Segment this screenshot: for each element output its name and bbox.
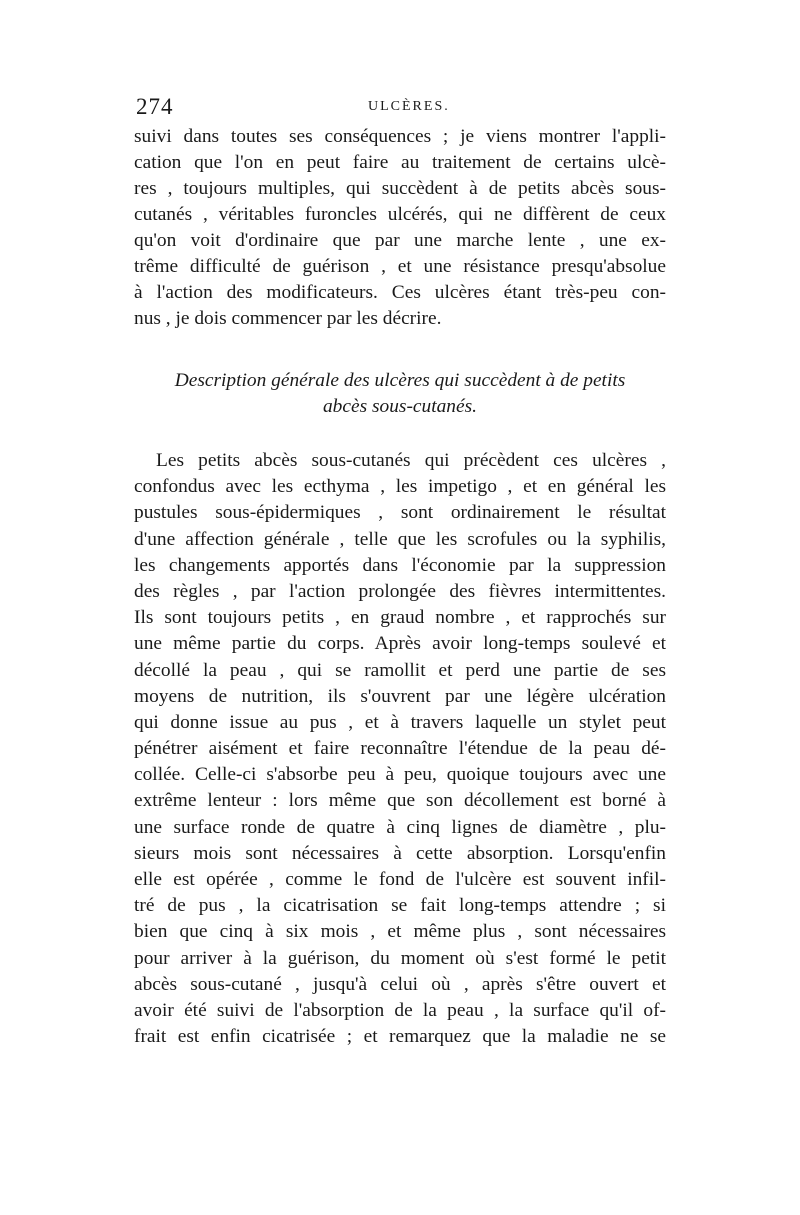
text-line: frait est enfin cicatrisée ; et remarquez que la maladie ne se <box>134 1026 666 1048</box>
text-line: tré de pus , la cicatrisation se fait long-temps attendre ; si <box>134 895 666 917</box>
text-line: qui donne issue au pus , et à travers laquelle un stylet peut <box>134 711 666 733</box>
text-line: une surface ronde de quatre à cinq lignes de diamètre , plu- <box>134 816 666 838</box>
text-line: confondus avec les ecthyma , les impetigo , et en général les <box>134 476 666 498</box>
text-line: bien que cinq à six mois , et même plus , sont nécessaires <box>134 921 666 943</box>
page-header <box>136 94 666 122</box>
text-line: extrême lenteur : lors même que son décollement est borné à <box>134 790 666 812</box>
text-line: Ils sont toujours petits , en graud nombre , et rapprochés sur <box>134 607 666 629</box>
section-heading <box>134 368 666 420</box>
heading-line: abcès sous-cutanés. <box>322 396 478 417</box>
intro-paragraph <box>134 124 666 332</box>
text-line: décollé la peau , qui se ramollit et perd une partie de ses <box>134 659 666 681</box>
text-line: nus , je dois commencer par les décrire. <box>134 308 442 329</box>
text-line: qu'on voit d'ordinaire que par une marche lente , une ex- <box>134 230 666 251</box>
page-number: 274 <box>136 94 174 119</box>
body-paragraph <box>134 448 666 1050</box>
text-line: res , toujours multiples, qui succèdent à de petits abcès sous- <box>134 178 666 199</box>
running-head: ULCÈRES. <box>368 99 450 114</box>
text-line: pustules sous-épidermiques , sont ordinairement le résultat <box>134 502 666 524</box>
text-line: des règles , par l'action prolongée des fièvres intermittentes. <box>134 580 666 602</box>
text-line: Les petits abcès sous-cutanés qui précèdent ces ulcères , <box>156 450 666 471</box>
text-line: moyens de nutrition, ils s'ouvrent par une légère ulcération <box>134 685 666 707</box>
text-line: une même partie du corps. Après avoir long-temps soulevé et <box>134 633 666 655</box>
text-line: cutanés , véritables furoncles ulcérés, qui ne diffèrent de ceux <box>134 204 666 225</box>
text-line: pour arriver à la guérison, du moment où s'est formé le petit <box>134 947 666 969</box>
text-line: pénétrer aisément et faire reconnaître l'étendue de la peau dé- <box>134 738 666 760</box>
text-line: elle est opérée , comme le fond de l'ulcère est souvent infil- <box>134 869 666 890</box>
text-line: avoir été suivi de l'absorption de la peau , la surface qu'il of- <box>134 999 666 1021</box>
text-line: sieurs mois sont nécessaires à cette absorption. Lorsqu'enfin <box>134 842 666 864</box>
text-line: d'une affection générale , telle que les scrofules ou la syphilis, <box>134 528 666 550</box>
text-line: cation que l'on en peut faire au traitement de certains ulcè- <box>134 152 666 173</box>
text-line: les changements apportés dans l'économie par la suppression <box>134 554 666 576</box>
text-line: trême difficulté de guérison , et une résistance presqu'absolue <box>134 256 666 277</box>
text-line: suivi dans toutes ses conséquences ; je viens montrer l'appli- <box>134 126 666 147</box>
text-line: abcès sous-cutané , jusqu'à celui où , après s'être ouvert et <box>134 973 666 995</box>
heading-line: Description générale des ulcères qui succèdent à de petits <box>174 370 626 391</box>
text-line: à l'action des modificateurs. Ces ulcères étant très-peu con- <box>134 282 666 303</box>
text-line: collée. Celle-ci s'absorbe peu à peu, quoique toujours avec une <box>134 764 666 786</box>
